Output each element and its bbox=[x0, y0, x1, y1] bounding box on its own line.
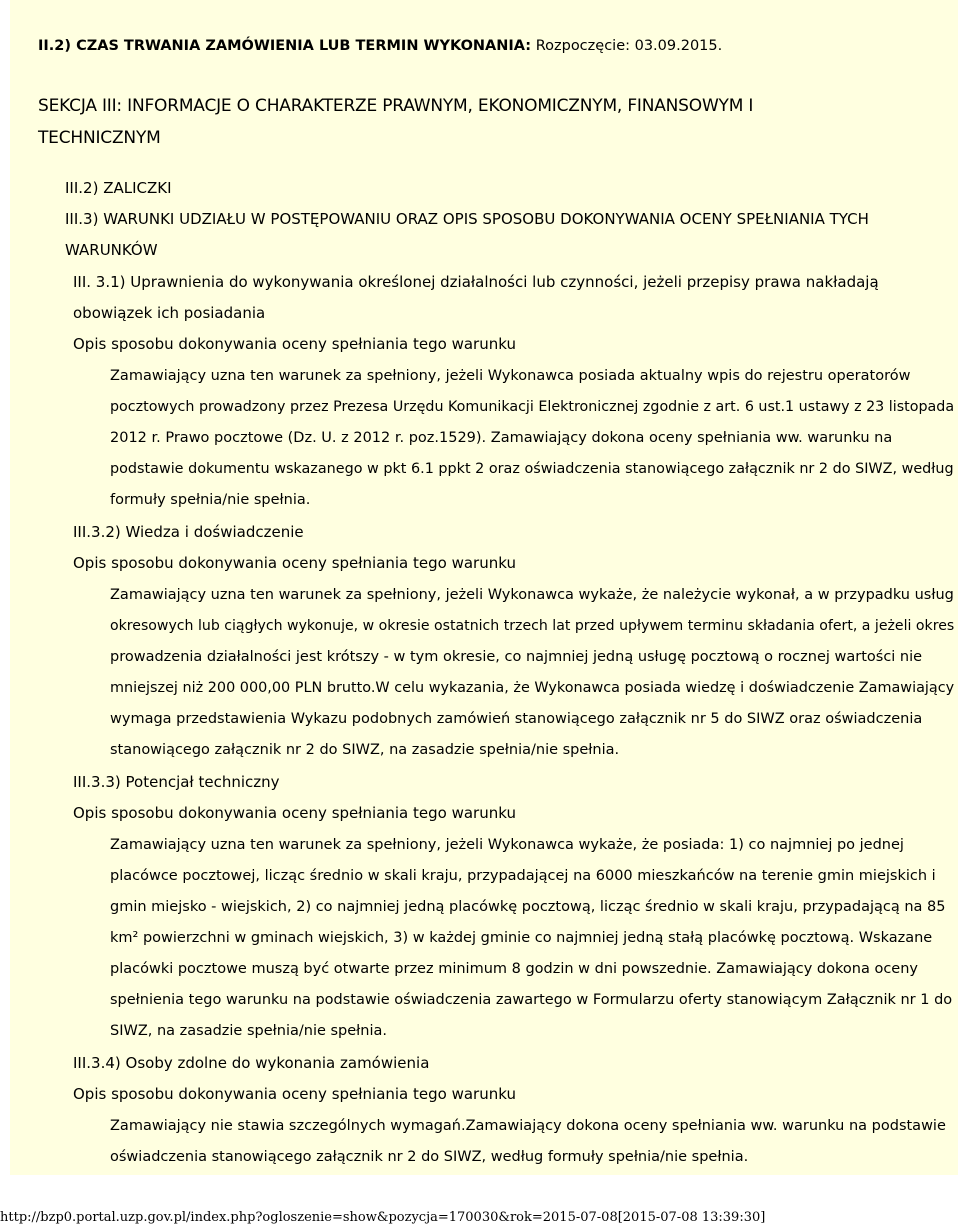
item-3-3-3-title: III.3.3) Potencjał techniczny bbox=[73, 773, 280, 791]
section-2-2-line bbox=[38, 37, 722, 55]
item-3-3-1-body-line: pocztowych prowadzony przez Prezesa Urzędu Komunikacji Elektronicznej zgodnie z art. 6 ust.1 ustawy z 23 listopada bbox=[110, 399, 955, 415]
item-3-3-4-body-line: oświadczenia stanowiącego załącznik nr 2 do SIWZ, według formuły spełnia/nie spełnia. bbox=[110, 1149, 749, 1165]
section-2-2-label: II.2) CZAS TRWANIA ZAMÓWIENIA LUB TERMIN WYKONANIA: bbox=[38, 38, 532, 54]
item-3-3-3-opis: Opis sposobu dokonywania oceny spełniania tego warunku bbox=[73, 804, 516, 822]
item-3-3-3-body-line: placówce pocztowej, licząc średnio w skali kraju, przypadającej na 6000 mieszkańców na terenie gmin miejskich i bbox=[110, 868, 936, 884]
page-url-footer: http://bzp0.portal.uzp.gov.pl/index.php?ogloszenie=show&pozycja=170030&rok=2015-07-08[2015-07-08 13:39:30] bbox=[0, 1210, 766, 1225]
item-3-3-2-body-line: okresowych lub ciągłych wykonuje, w okresie ostatnich trzech lat przed upływem terminu składania ofert, a jeżeli okres bbox=[110, 618, 955, 634]
item-3-3-4-title: III.3.4) Osoby zdolne do wykonania zamówienia bbox=[73, 1054, 430, 1072]
section-3-heading-line2: TECHNICZNYM bbox=[38, 128, 161, 148]
item-3-3-1-body-line: 2012 r. Prawo pocztowe (Dz. U. z 2012 r. poz.1529). Zamawiający dokona oceny spełniania ww. warunku na bbox=[110, 430, 893, 446]
item-3-3-3-body-line: spełnienia tego warunku na podstawie oświadczenia zawartego w Formularzu oferty stanowiącym Załącznik nr 1 do bbox=[110, 992, 953, 1008]
item-3-3-1-body-line: Zamawiający uzna ten warunek za spełniony, jeżeli Wykonawca posiada aktualny wpis do rejestru operatorów bbox=[110, 368, 911, 384]
item-3-3-3-body-line: Zamawiający uzna ten warunek za spełniony, jeżeli Wykonawca wykaże, że posiada: 1) co najmniej po jednej bbox=[110, 837, 904, 853]
item-3-3-2-body-line: Zamawiający uzna ten warunek za spełniony, jeżeli Wykonawca wykaże, że należycie wykonał, a w przypadku usług bbox=[110, 587, 954, 603]
item-3-3-2-body-line: stanowiącego załącznik nr 2 do SIWZ, na zasadzie spełnia/nie spełnia. bbox=[110, 742, 620, 758]
item-3-3-4-opis: Opis sposobu dokonywania oceny spełniania tego warunku bbox=[73, 1085, 516, 1103]
section-3-heading-line1: SEKCJA III: INFORMACJE O CHARAKTERZE PRAWNYM, EKONOMICZNYM, FINANSOWYM I bbox=[38, 96, 754, 116]
item-3-3-3-body-line: placówki pocztowe muszą być otwarte przez minimum 8 godzin w dni powszednie. Zamawiający dokona oceny bbox=[110, 961, 918, 977]
item-3-3-2-body-line: mniejszej niż 200 000,00 PLN brutto.W celu wykazania, że Wykonawca posiada wiedzę i doświadczenie Zamawiający bbox=[110, 680, 955, 696]
item-3-3-2-title: III.3.2) Wiedza i doświadczenie bbox=[73, 523, 304, 541]
item-3-3-1-opis: Opis sposobu dokonywania oceny spełniania tego warunku bbox=[73, 335, 516, 353]
item-3-3-1-body-line: podstawie dokumentu wskazanego w pkt 6.1 ppkt 2 oraz oświadczenia stanowiącego załącznik nr 2 do SIWZ, według bbox=[110, 461, 954, 477]
item-3-3-heading-line1: III.3) WARUNKI UDZIAŁU W POSTĘPOWANIU ORAZ OPIS SPOSOBU DOKONYWANIA OCENY SPEŁNIANIA TYCH bbox=[65, 210, 869, 228]
notice-panel bbox=[10, 0, 958, 1175]
item-3-3-4-body-line: Zamawiający nie stawia szczególnych wymagań.Zamawiający dokona oceny spełniania ww. warunku na podstawie bbox=[110, 1118, 946, 1134]
item-3-3-1-title-line2: obowiązek ich posiadania bbox=[73, 304, 266, 322]
item-3-2-heading: III.2) ZALICZKI bbox=[65, 179, 172, 197]
item-3-3-2-opis: Opis sposobu dokonywania oceny spełniania tego warunku bbox=[73, 554, 516, 572]
item-3-3-3-body-line: gmin miejsko - wiejskich, 2) co najmniej jedną placówkę pocztową, licząc średnio w skali kraju, przypadającą na 85 bbox=[110, 899, 946, 915]
item-3-3-heading-line2: WARUNKÓW bbox=[65, 241, 158, 259]
item-3-3-3-body-line: SIWZ, na zasadzie spełnia/nie spełnia. bbox=[110, 1023, 388, 1039]
item-3-3-3-body-line: km² powierzchni w gminach wiejskich, 3) w każdej gminie co najmniej jedną stałą placówkę pocztową. Wskazane bbox=[110, 930, 933, 946]
item-3-3-1-body-line: formuły spełnia/nie spełnia. bbox=[110, 492, 311, 508]
item-3-3-2-body-line: wymaga przedstawienia Wykazu podobnych zamówień stanowiącego załącznik nr 5 do SIWZ oraz oświadczenia bbox=[110, 711, 923, 727]
item-3-3-1-title-line1: III. 3.1) Uprawnienia do wykonywania określonej działalności lub czynności, jeżeli przepisy prawa nakładają bbox=[73, 273, 879, 291]
section-2-2-value: Rozpoczęcie: 03.09.2015. bbox=[531, 38, 723, 54]
item-3-3-2-body-line: prowadzenia działalności jest krótszy - w tym okresie, co najmniej jedną usługę pocztową o rocznej wartości nie bbox=[110, 649, 923, 665]
